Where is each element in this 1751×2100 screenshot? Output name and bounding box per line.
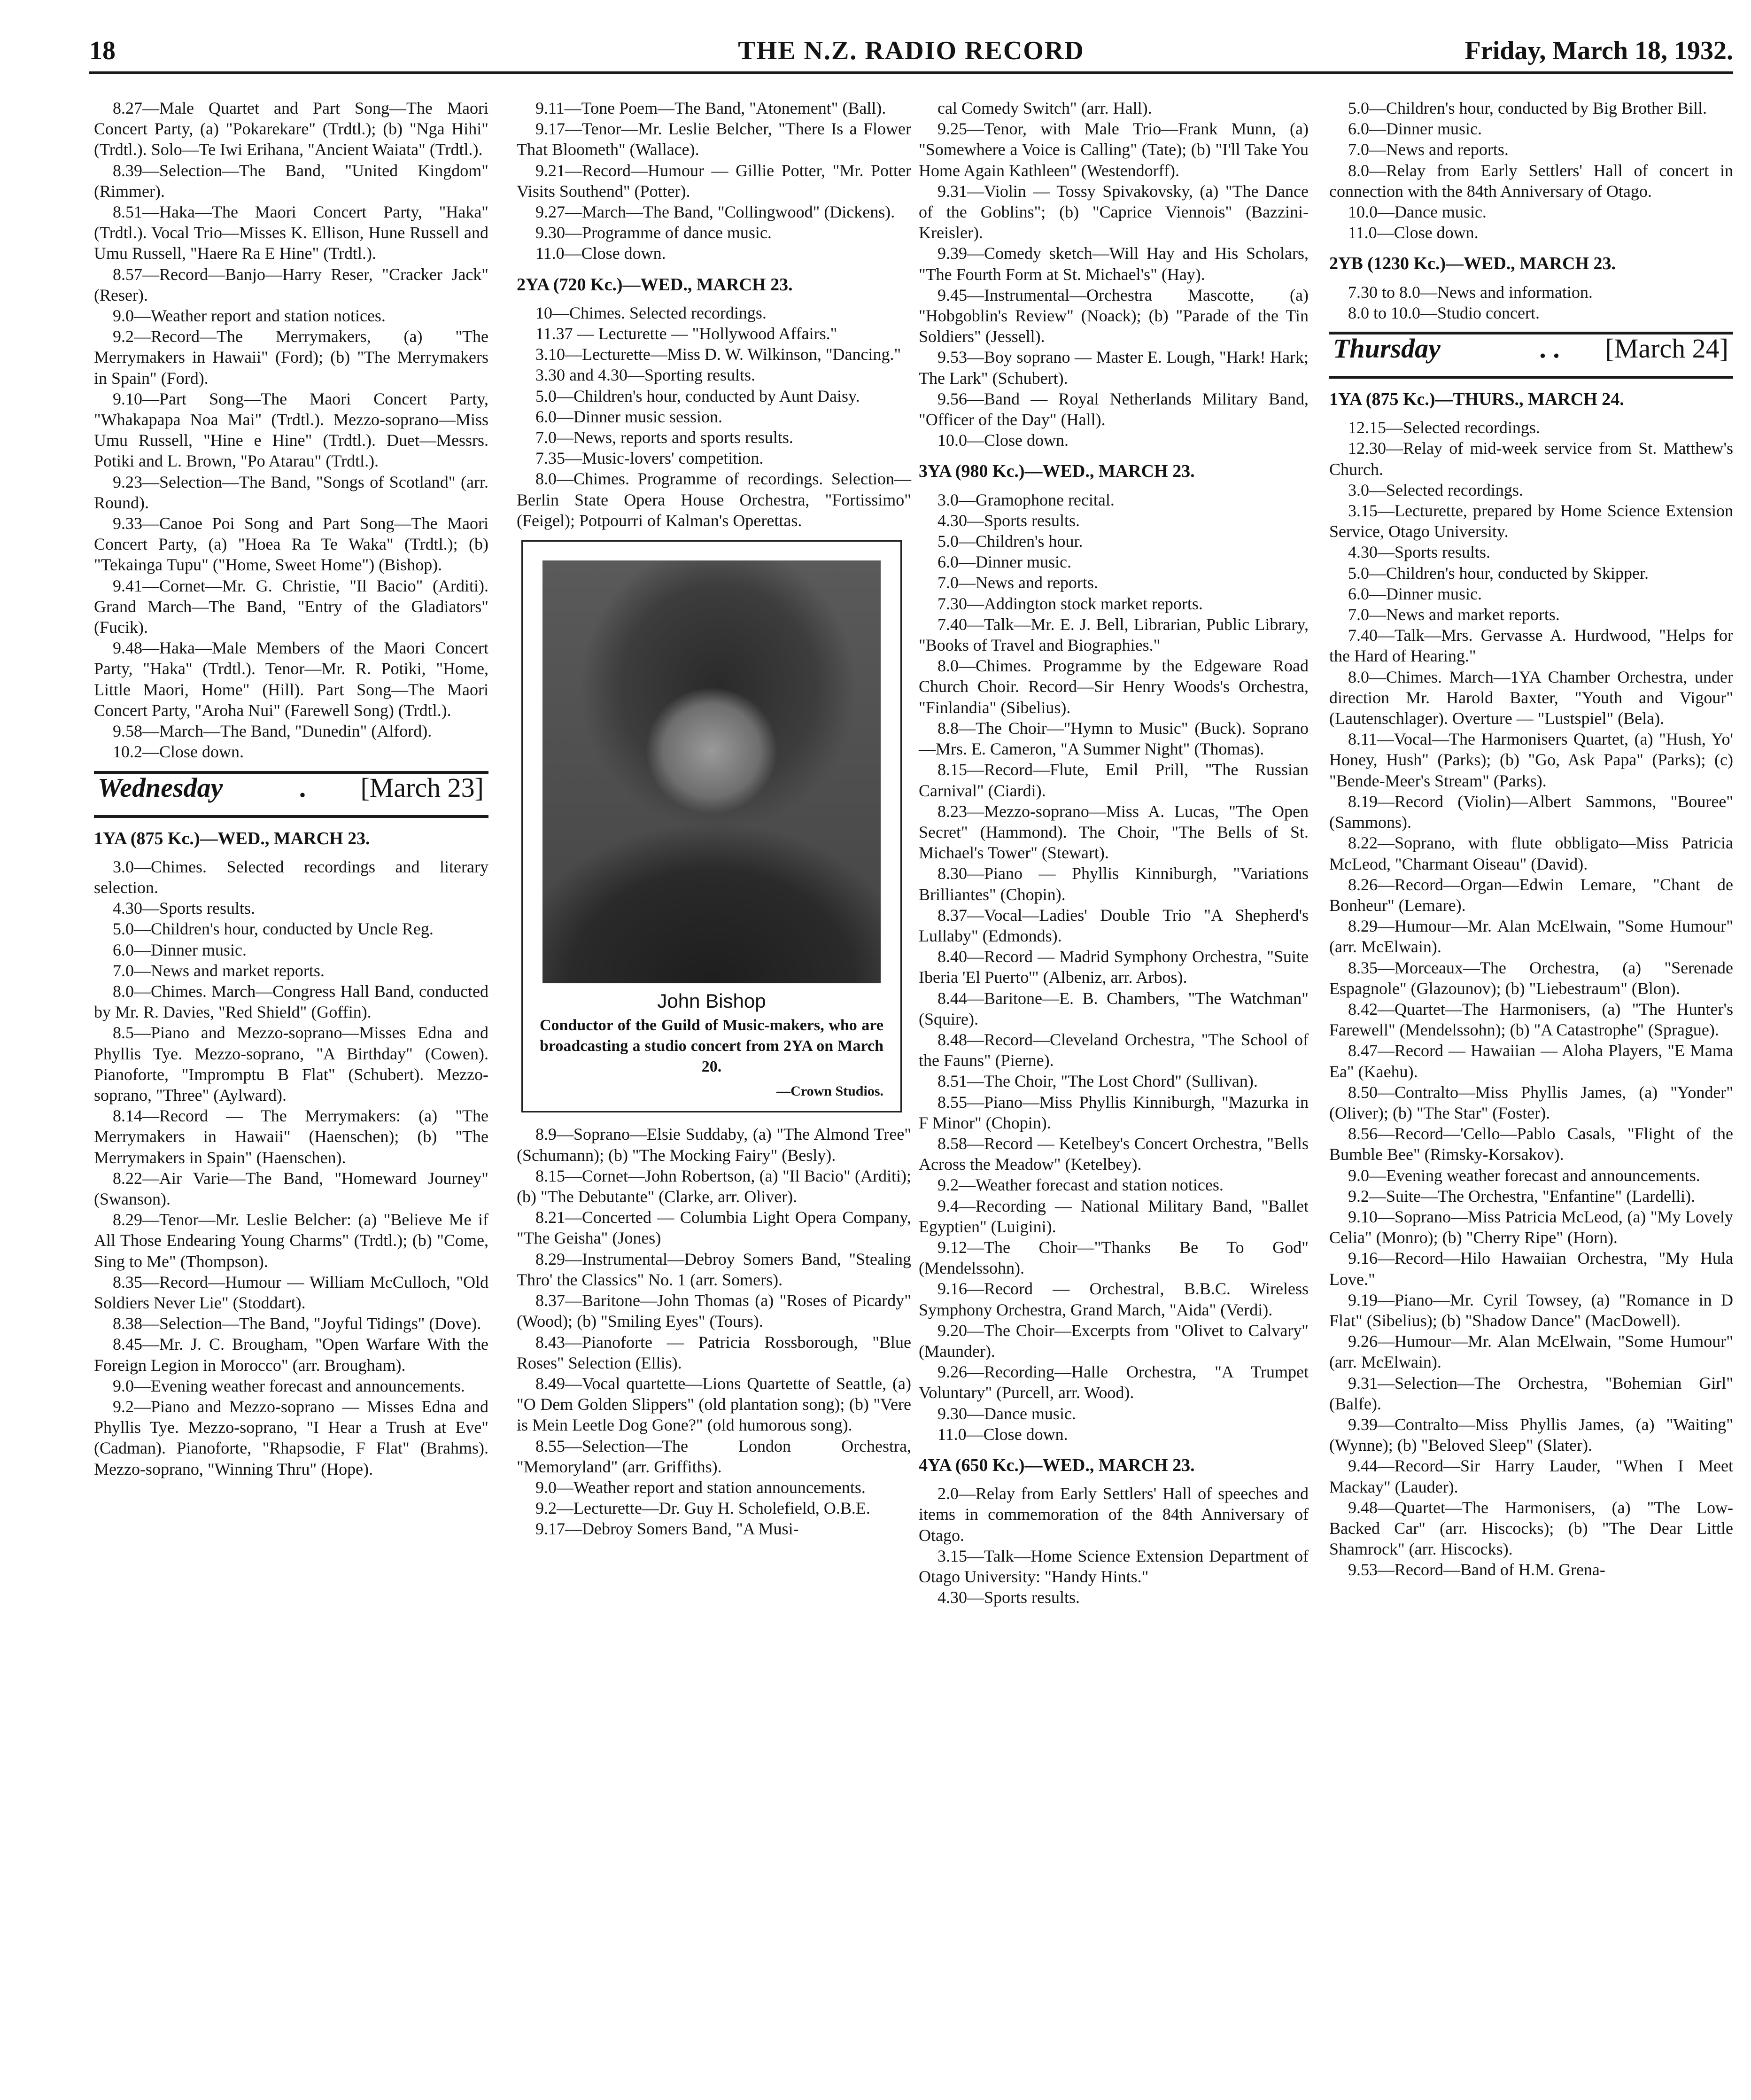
programme-entry: 8.0—Chimes. Programme of recordings. Selection—Berlin State Opera House Orchestra, "Fortissimo" (Feigel); Potpourri of Kalman's Operettas.	[517, 469, 911, 530]
programme-entry: 3.15—Lecturette, prepared by Home Science Extension Service, Otago University.	[1329, 501, 1733, 541]
programme-entry: 9.2—Lecturette—Dr. Guy H. Scholefield, O.B.E.	[535, 1499, 870, 1518]
programme-entry: 8.35—Morceaux—The Orchestra, (a) "Serenade Espagnole" (Glazounov); (b) "Liebestraum" (Blon).	[1329, 958, 1733, 998]
programme-entry: 8.27—Male Quartet and Part Song—The Maori Concert Party, (a) "Pokarekare" (Trdtl.); (b) "Nga Hihi" (Trdtl.). Solo—Te Iwi Erihana, "Ancient Waiata" (Trdtl.).	[94, 99, 488, 159]
programme-entry: 8.15—Cornet—John Robertson, (a) "Il Bacio" (Arditi); (b) "The Debutante" (Clarke, arr. Oliver).	[517, 1166, 911, 1206]
programme-entry: 9.0—Evening weather forecast and announcements.	[1348, 1166, 1700, 1185]
programme-entry: 8.19—Record (Violin)—Albert Sammons, "Bouree" (Sammons).	[1329, 792, 1733, 832]
programme-entry: 8.56—Record—'Cello—Pablo Casals, "Flight of the Bumble Bee" (Rimsky-Korsakov).	[1329, 1124, 1733, 1164]
programme-entry: 3.10—Lecturette—Miss D. W. Wilkinson, "Dancing."	[535, 345, 901, 364]
programme-list	[517, 303, 911, 531]
programme-entry: 8.39—Selection—The Band, "United Kingdom" (Rimmer).	[94, 161, 488, 201]
programme-entry: 8.0—Chimes. March—1YA Chamber Orchestra, under direction Mr. Harold Baxter, "Youth and Vigour" (Lautenschlager). Overture — "Lustspiel" (Bela).	[1329, 667, 1733, 728]
programme-entry: 4.30—Sports results.	[937, 1588, 1080, 1607]
programme-entry: 9.56—Band — Royal Netherlands Military Band, "Officer of the Day" (Hall).	[919, 389, 1309, 429]
programme-entry: 8.29—Tenor—Mr. Leslie Belcher: (a) "Believe Me if All Those Endearing Young Charms" (Trdtl.); (b) "Come, Sing to Me" (Thompson).	[94, 1210, 488, 1271]
programme-list	[919, 98, 1309, 451]
programme-entry: 9.39—Contralto—Miss Phyllis James, (a) "Waiting" (Wynne); (b) "Beloved Sleep" (Slater).	[1329, 1415, 1733, 1455]
programme-entry: 8.51—Haka—The Maori Concert Party, "Haka" (Trdtl.). Vocal Trio—Misses K. Ellison, Hune Russell and Umu Russell, "Haere Ra E Hine" (Trdtl.).	[94, 202, 488, 263]
programme-entry: 10.0—Dance music.	[1348, 202, 1487, 222]
photo-credit: —Crown Studios.	[776, 1083, 883, 1099]
programme-entry: 7.35—Music-lovers' competition.	[535, 449, 764, 468]
programme-entry: 5.0—Children's hour.	[937, 532, 1083, 551]
programme-entry: 9.2—Record—The Merrymakers, (a) "The Merrymakers in Hawaii" (Ford); (b) "The Merrymakers in Spain" (Ford).	[94, 327, 488, 388]
programme-entry: cal Comedy Switch" (arr. Hall).	[937, 99, 1152, 117]
programme-entry: 9.30—Programme of dance music.	[535, 223, 772, 242]
programme-entry: 9.0—Evening weather forecast and announcements.	[113, 1376, 465, 1395]
programme-entry: 9.33—Canoe Poi Song and Part Song—The Maori Concert Party, (a) "Hoea Ra Te Waka" (Trdtl.); (b) "Tekainga Tupu" ("Home, Sweet Home") (Bishop).	[94, 514, 488, 575]
programme-entry: 9.53—Record—Band of H.M. Grena-	[1348, 1560, 1605, 1579]
station-heading: 3YA (980 Kc.)—WED., MARCH 23.	[919, 461, 1195, 482]
programme-entry: 9.45—Instrumental—Orchestra Mascotte, (a) "Hobgoblin's Review" (Noack); (b) "Parade of the Tin Soldiers" (Jessell).	[919, 285, 1309, 346]
masthead	[89, 34, 1733, 74]
programme-entry: 9.26—Humour—Mr. Alan McElwain, "Some Humour" (arr. McElwain).	[1329, 1332, 1733, 1372]
programme-entry: 9.10—Soprano—Miss Patricia McLeod, (a) "My Lovely Celia" (Monro); (b) "Cherry Ripe" (Horn).	[1329, 1207, 1733, 1247]
programme-entry: 10.0—Close down.	[937, 431, 1069, 450]
programme-entry: 12.30—Relay of mid-week service from St. Matthew's Church.	[1329, 439, 1733, 479]
programme-list	[1329, 417, 1733, 1580]
programme-entry: 7.0—News and market reports.	[113, 961, 325, 980]
programme-entry: 9.48—Haka—Male Members of the Maori Concert Party, "Haka" (Trdtl.). Tenor—Mr. R. Potiki, "Home, Little Maori, Home" (Hill). Part Song—The Maori Concert Party, "Aroha Nui" (Farewell Song) (Trdtl.).	[94, 638, 488, 720]
page-number: 18	[89, 36, 116, 65]
programme-entry: 9.17—Debroy Somers Band, "A Musi-	[535, 1519, 799, 1539]
programme-entry: 8.47—Record — Hawaiian — Aloha Players, "E Mama Ea" (Kaehu).	[1329, 1041, 1733, 1081]
column-3	[919, 98, 1309, 1608]
programme-entry: 4.30—Sports results.	[113, 899, 256, 918]
programme-entry: 6.0—Dinner music.	[113, 940, 247, 959]
programme-entry: 5.0—Children's hour, conducted by Skipper.	[1348, 563, 1649, 583]
day-banner-wednesday	[94, 771, 488, 818]
column-2	[517, 98, 911, 1540]
column-4	[1329, 98, 1733, 1580]
portrait-photo	[542, 560, 881, 983]
day-separator: . .	[1539, 333, 1560, 364]
programme-entry: 8.49—Vocal quartette—Lions Quartette of Seattle, (a) "O Dem Golden Slippers" (old plantation song); (b) "Vere is Mein Leetle Dog Gone?" (old humorous song).	[517, 1374, 911, 1435]
programme-entry: 5.0—Children's hour, conducted by Aunt Daisy.	[535, 386, 860, 405]
programme-entry: 9.4—Recording — National Military Band, "Ballet Egyptien" (Luigini).	[919, 1196, 1309, 1236]
issue-date: Friday, March 18, 1932.	[1464, 36, 1733, 65]
programme-entry: 11.0—Close down.	[937, 1424, 1068, 1444]
programme-entry: 9.23—Selection—The Band, "Songs of Scotland" (arr. Round).	[94, 472, 488, 512]
programme-entry: 9.19—Piano—Mr. Cyril Towsey, (a) "Romance in D Flat" (Sibelius); (b) "Shadow Dance" (MacDowell).	[1329, 1290, 1733, 1330]
programme-entry: 2.0—Relay from Early Settlers' Hall of speeches and items in commemoration of the 84th Anniversary of Otago.	[919, 1484, 1309, 1545]
programme-entry: 8.23—Mezzo-soprano—Miss A. Lucas, "The Open Secret" (Hammond). The Choir, "The Bells of St. Michael's Tower" (Stewart).	[919, 801, 1309, 863]
programme-entry: 7.0—News and market reports.	[1348, 605, 1560, 624]
programme-entry: 11.0—Close down.	[1348, 223, 1479, 242]
programme-list	[919, 1483, 1309, 1608]
programme-entry: 6.0—Dinner music session.	[535, 407, 722, 426]
programme-list	[517, 98, 911, 264]
programme-entry: 9.31—Violin — Tossy Spivakovsky, (a) "The Dance of the Goblins"; (b) "Caprice Viennois" (Bazzini-Kreisler).	[919, 181, 1309, 242]
photo-name: John Bishop	[657, 990, 766, 1012]
programme-entry: 9.41—Cornet—Mr. G. Christie, "Il Bacio" (Arditi). Grand March—The Band, "Entry of the Gladiators" (Fucik).	[94, 576, 488, 637]
programme-entry: 8.14—Record — The Merrymakers: (a) "The Merrymakers in Hawaii" (Haenschen); (b) "The Merrymakers in Spain" (Haenschen).	[94, 1106, 488, 1167]
station-heading: 2YA (720 Kc.)—WED., MARCH 23.	[517, 274, 793, 295]
programme-entry: 8.0—Chimes. March—Congress Hall Band, conducted by Mr. R. Davies, "Red Shield" (Goffin).	[94, 981, 488, 1022]
column-1	[94, 98, 488, 1479]
programme-entry: 11.0—Close down.	[535, 244, 666, 263]
programme-entry: 9.26—Recording—Halle Orchestra, "A Trumpet Voluntary" (Purcell, arr. Wood).	[919, 1362, 1309, 1402]
station-heading: 1YA (875 Kc.)—THURS., MARCH 24.	[1329, 389, 1624, 410]
programme-entry: 8.55—Selection—The London Orchestra, "Memoryland" (arr. Griffiths).	[517, 1436, 911, 1476]
day-name: Wednesday	[98, 772, 223, 803]
station-heading: 4YA (650 Kc.)—WED., MARCH 23.	[919, 1455, 1195, 1475]
programme-entry: 7.30—Addington stock market reports.	[937, 594, 1203, 613]
programme-entry: 8.0—Relay from Early Settlers' Hall of concert in connection with the 84th Anniversary of Otago.	[1329, 161, 1733, 201]
programme-list	[517, 1124, 911, 1539]
programme-entry: 9.31—Selection—The Orchestra, "Bohemian Girl" (Balfe).	[1329, 1373, 1733, 1413]
programme-entry: 8.8—The Choir—"Hymn to Music" (Buck). Soprano—Mrs. E. Cameron, "A Summer Night" (Thomas).	[919, 718, 1309, 759]
programme-entry: 9.2—Piano and Mezzo-soprano — Misses Edna and Phyllis Tye. Mezzo-soprano, "I Hear a Trush at Eve" (Cadman). Pianoforte, "Rhapsodie, F Flat" (Brahms). Mezzo-soprano, "Winning Thru" (Hope).	[94, 1397, 488, 1478]
programme-entry: 8.0 to 10.0—Studio concert.	[1348, 303, 1540, 322]
programme-entry: 6.0—Dinner music.	[1348, 119, 1482, 139]
day-date: [March 23]	[360, 772, 484, 803]
programme-entry: 9.10—Part Song—The Maori Concert Party, "Whakapapa Noa Mai" (Trdtl.). Mezzo-soprano—Miss Umu Russell, "Hine e Hine" (Trdtl.). Duet—Messrs. Potiki and L. Brown, "Po Atarau" (Trdtl.).	[94, 389, 488, 471]
programme-entry: 9.2—Weather forecast and station notices.	[937, 1175, 1224, 1195]
programme-entry: 8.22—Soprano, with flute obbligato—Miss Patricia McLeod, "Charmant Oiseau" (David).	[1329, 833, 1733, 873]
programme-entry: 10—Chimes. Selected recordings.	[535, 303, 767, 322]
publication-title: THE N.Z. RADIO RECORD	[738, 36, 1085, 65]
programme-entry: 8.35—Record—Humour — William McCulloch, "Old Soldiers Never Lie" (Stoddart).	[94, 1272, 488, 1312]
programme-entry: 9.53—Boy soprano — Master E. Lough, "Hark! Hark; The Lark" (Schubert).	[919, 348, 1309, 388]
programme-list	[1329, 98, 1733, 243]
programme-entry: 9.48—Quartet—The Harmonisers, (a) "The Low-Backed Car" (arr. Hiscocks); (b) "The Dear Little Shamrock" (arr. Hiscocks).	[1329, 1498, 1733, 1559]
programme-entry: 8.29—Instrumental—Debroy Somers Band, "Stealing Thro' the Classics" No. 1 (arr. Somers).	[517, 1249, 911, 1289]
programme-entry: 7.0—News, reports and sports results.	[535, 428, 793, 447]
programme-entry: 8.43—Pianoforte — Patricia Rossborough, "Blue Roses" Selection (Ellis).	[517, 1332, 911, 1372]
programme-entry: 8.58—Record — Ketelbey's Concert Orchestra, "Bells Across the Meadow" (Ketelbey).	[919, 1134, 1309, 1174]
programme-entry: 11.37 — Lecturette — "Hollywood Affairs."	[535, 324, 837, 343]
programme-entry: 8.48—Record—Cleveland Orchestra, "The School of the Fauns" (Pierne).	[919, 1030, 1309, 1070]
programme-entry: 8.22—Air Varie—The Band, "Homeward Journey" (Swanson).	[94, 1168, 488, 1208]
programme-entry: 9.58—March—The Band, "Dunedin" (Alford).	[113, 722, 432, 741]
programme-entry: 8.30—Piano — Phyllis Kinniburgh, "Variations Brilliantes" (Chopin).	[919, 864, 1309, 904]
programme-entry: 8.9—Soprano—Elsie Suddaby, (a) "The Almond Tree" (Schumann); (b) "The Mocking Fairy" (Besly).	[517, 1125, 911, 1165]
programme-entry: 8.42—Quartet—The Harmonisers, (a) "The Hunter's Farewell" (Mendelssohn); (b) "A Catastrophe" (Sprague).	[1329, 999, 1733, 1040]
programme-entry: 9.21—Record—Humour — Gillie Potter, "Mr. Potter Visits Southend" (Potter).	[517, 161, 911, 201]
programme-entry: 9.27—March—The Band, "Collingwood" (Dickens).	[535, 202, 895, 222]
programme-list	[94, 98, 488, 762]
programme-entry: 7.40—Talk—Mrs. Gervasse A. Hurdwood, "Helps for the Hard of Hearing."	[1329, 626, 1733, 666]
programme-entry: 8.51—The Choir, "The Lost Chord" (Sullivan).	[937, 1072, 1258, 1091]
programme-entry: 3.0—Chimes. Selected recordings and literary selection.	[94, 857, 488, 897]
programme-entry: 9.0—Weather report and station announcements.	[535, 1478, 866, 1497]
programme-entry: 8.45—Mr. J. C. Brougham, "Open Warfare With the Foreign Legion in Morocco" (arr. Brougham).	[94, 1335, 488, 1375]
programme-entry: 3.0—Gramophone recital.	[937, 490, 1115, 509]
programme-entry: 8.26—Record—Organ—Edwin Lemare, "Chant de Bonheur" (Lemare).	[1329, 875, 1733, 915]
programme-entry: 10.2—Close down.	[113, 742, 244, 762]
programme-entry: 9.16—Record—Hilo Hawaiian Orchestra, "My Hula Love."	[1329, 1249, 1733, 1289]
programme-entry: 8.21—Concerted — Columbia Light Opera Company, "The Geisha" (Jones)	[517, 1208, 911, 1248]
programme-entry: 5.0—Children's hour, conducted by Uncle Reg.	[113, 919, 434, 939]
station-heading: 1YA (875 Kc.)—WED., MARCH 23.	[94, 828, 370, 848]
programme-entry: 3.30 and 4.30—Sporting results.	[535, 366, 755, 385]
programme-entry: 9.0—Weather report and station notices.	[113, 306, 386, 326]
programme-list	[94, 856, 488, 1479]
programme-entry: 8.38—Selection—The Band, "Joyful Tidings" (Dove).	[113, 1314, 481, 1333]
programme-entry: 9.30—Dance music.	[937, 1404, 1076, 1423]
programme-entry: 6.0—Dinner music.	[937, 552, 1071, 572]
day-date: [March 24]	[1605, 333, 1728, 364]
programme-entry: 9.17—Tenor—Mr. Leslie Belcher, "There Is a Flower That Bloometh" (Wallace).	[517, 119, 911, 159]
programme-entry: 8.55—Piano—Miss Phyllis Kinniburgh, "Mazurka in F Minor" (Chopin).	[919, 1092, 1309, 1132]
day-separator: .	[299, 772, 306, 803]
programme-entry: 8.44—Baritone—E. B. Chambers, "The Watchman" (Squire).	[919, 988, 1309, 1028]
programme-entry: 8.37—Baritone—John Thomas (a) "Roses of Picardy" (Wood); (b) "Smiling Eyes" (Tours).	[517, 1291, 911, 1331]
programme-entry: 9.25—Tenor, with Male Trio—Frank Munn, (a) "Somewhere a Voice is Calling" (Tate); (b) "I'll Take You Home Again Kathleen" (Westendorff).	[919, 119, 1309, 180]
programme-entry: 9.44—Record—Sir Harry Lauder, "When I Meet Mackay" (Lauder).	[1329, 1456, 1733, 1496]
programme-entry: 9.12—The Choir—"Thanks Be To God" (Mendelssohn).	[919, 1237, 1309, 1278]
programme-entry: 8.50—Contralto—Miss Phyllis James, (a) "Yonder" (Oliver); (b) "The Star" (Foster).	[1329, 1082, 1733, 1122]
programme-entry: 8.40—Record — Madrid Symphony Orchestra, "Suite Iberia 'El Puerto'" (Albeniz, arr. Arbos).	[919, 947, 1309, 987]
programme-entry: 9.2—Suite—The Orchestra, "Enfantine" (Lardelli).	[1348, 1186, 1696, 1206]
programme-entry: 8.37—Vocal—Ladies' Double Trio "A Shepherd's Lullaby" (Edmonds).	[919, 905, 1309, 945]
programme-entry: 4.30—Sports results.	[1348, 543, 1491, 562]
programme-entry: 4.30—Sports results.	[937, 511, 1080, 530]
programme-entry: 8.0—Chimes. Programme by the Edgeware Road Church Choir. Record—Sir Henry Woods's Orchestra, "Finlandia" (Sibelius).	[919, 656, 1309, 717]
programme-entry: 8.29—Humour—Mr. Alan McElwain, "Some Humour" (arr. McElwain).	[1329, 917, 1733, 957]
day-name: Thursday	[1333, 333, 1441, 364]
photo-caption: Conductor of the Guild of Music-makers, who are broadcasting a studio concert from 2YA on March 20.	[540, 1017, 883, 1076]
programme-entry: 12.15—Selected recordings.	[1348, 418, 1540, 437]
programme-entry: 9.11—Tone Poem—The Band, "Atonement" (Ball).	[535, 99, 886, 117]
programme-entry: 7.0—News and reports.	[937, 573, 1098, 592]
programme-entry: 7.0—News and reports.	[1348, 140, 1509, 159]
programme-entry: 6.0—Dinner music.	[1348, 584, 1482, 603]
station-heading: 2YB (1230 Kc.)—WED., MARCH 23.	[1329, 254, 1616, 274]
programme-entry: 5.0—Children's hour, conducted by Big Brother Bill.	[1348, 99, 1707, 117]
programme-list	[1329, 282, 1733, 323]
programme-list	[919, 490, 1309, 1445]
programme-entry: 9.16—Record — Orchestral, B.B.C. Wireless Symphony Orchestra, Grand March, "Aida" (Verdi).	[919, 1279, 1309, 1319]
programme-entry: 8.15—Record—Flute, Emil Prill, "The Russian Carnival" (Ciardi).	[919, 760, 1309, 800]
programme-entry: 8.11—Vocal—The Harmonisers Quartet, (a) "Hush, Yo' Honey, Hush" (Parks); (b) "Go, Ask Papa" (Parks); (c) "Bende-Meer's Stream" (Parks).	[1329, 730, 1733, 790]
programme-entry: 8.57—Record—Banjo—Harry Reser, "Cracker Jack" (Reser).	[94, 264, 488, 304]
programme-entry: 3.0—Selected recordings.	[1348, 480, 1523, 499]
programme-entry: 7.40—Talk—Mr. E. J. Bell, Librarian, Public Library, "Books of Travel and Biographies."	[919, 614, 1309, 655]
programme-entry: 9.39—Comedy sketch—Will Hay and His Scholars, "The Fourth Form at St. Michael's" (Hay).	[919, 244, 1309, 284]
photo-feature	[521, 540, 902, 1112]
programme-entry: 3.15—Talk—Home Science Extension Department of Otago University: "Handy Hints."	[919, 1546, 1309, 1587]
programme-entry: 7.30 to 8.0—News and information.	[1348, 282, 1593, 302]
day-banner-thursday	[1329, 332, 1733, 379]
programme-entry: 8.5—Piano and Mezzo-soprano—Misses Edna and Phyllis Tye. Mezzo-soprano, "A Birthday" (Cowen). Pianoforte, "Impromptu B Flat" (Schubert). Mezzo-soprano, "Three" (Aylward).	[94, 1023, 488, 1104]
programme-entry: 9.20—The Choir—Excerpts from "Olivet to Calvary" (Maunder).	[919, 1321, 1309, 1361]
